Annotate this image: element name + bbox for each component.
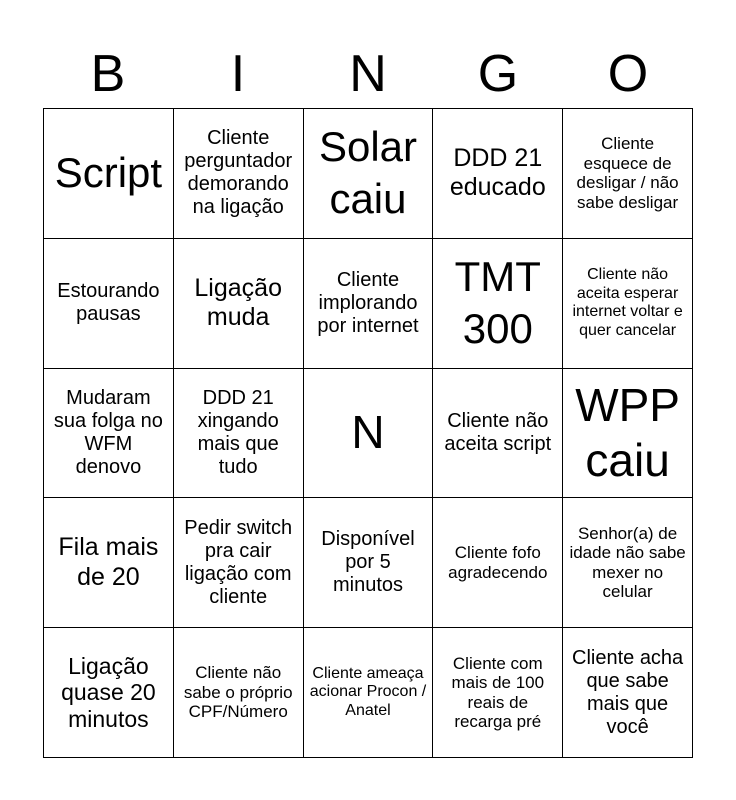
bingo-cell-r0-c4[interactable] — [563, 109, 693, 239]
bingo-cell-r1-c4[interactable] — [563, 239, 693, 369]
bingo-cell-r0-c1[interactable] — [174, 109, 304, 239]
cell-text: Ligação quase 20 minutos — [61, 652, 156, 732]
cell-text: WPP caiu — [575, 378, 680, 486]
cell-text: TMT 300 — [454, 252, 541, 353]
bingo-cell-r4-c1[interactable] — [174, 628, 304, 758]
bingo-header — [43, 40, 693, 108]
bingo-cell-r2-c2-free[interactable] — [304, 369, 434, 499]
header-letter-o: O — [607, 45, 649, 103]
cell-text: Disponível por 5 minutos — [321, 528, 415, 597]
cell-text: DDD 21 xingando mais que tudo — [197, 386, 279, 478]
bingo-cell-r1-c0[interactable] — [44, 239, 174, 369]
bingo-cell-r2-c3[interactable] — [433, 369, 563, 499]
cell-text: Cliente não aceita script — [444, 409, 552, 455]
cell-text: Fila mais de 20 — [58, 533, 159, 591]
bingo-cell-r3-c2[interactable] — [304, 498, 434, 628]
cell-text: Senhor(a) de idade não sabe mexer no celular — [569, 523, 686, 602]
cell-text: Estourando pausas — [57, 280, 160, 326]
cell-text: Mudaram sua folga no WFM denovo — [53, 386, 163, 478]
bingo-cell-r4-c2[interactable] — [304, 628, 434, 758]
bingo-cell-r2-c4[interactable] — [563, 369, 693, 499]
bingo-cell-r4-c0[interactable] — [44, 628, 174, 758]
bingo-cell-r0-c2[interactable] — [304, 109, 434, 239]
bingo-cell-r0-c3[interactable] — [433, 109, 563, 239]
cell-text: DDD 21 educado — [449, 143, 546, 202]
header-letter-b: B — [90, 45, 126, 103]
bingo-cell-r3-c0[interactable] — [44, 498, 174, 628]
cell-text: Pedir switch pra cair ligação com cliente — [184, 516, 293, 608]
bingo-board — [43, 108, 693, 758]
bingo-cell-r4-c3[interactable] — [433, 628, 563, 758]
header-letter-g: G — [477, 45, 519, 103]
bingo-cell-r3-c4[interactable] — [563, 498, 693, 628]
cell-text: Cliente implorando por internet — [317, 268, 419, 337]
cell-text: Cliente acha que sabe mais que você — [572, 646, 684, 738]
cell-text: Cliente perguntador demorando na ligação — [184, 127, 293, 219]
cell-text: Script — [54, 149, 163, 197]
bingo-cell-r2-c0[interactable] — [44, 369, 174, 499]
cell-text: Ligação muda — [194, 273, 282, 332]
cell-text: Cliente esquece de desligar / não sabe desligar — [576, 134, 679, 212]
cell-text: Solar caiu — [318, 122, 418, 223]
bingo-cell-r1-c2[interactable] — [304, 239, 434, 369]
bingo-cell-r1-c1[interactable] — [174, 239, 304, 369]
cell-text: Cliente ameaça acionar Procon / Anatel — [309, 665, 427, 719]
cell-text: Cliente não sabe o próprio CPF/Número — [183, 663, 293, 722]
cell-text: Cliente com mais de 100 reais de recarga pré — [451, 653, 545, 732]
bingo-cell-r0-c0[interactable] — [44, 109, 174, 239]
bingo-cell-r1-c3[interactable] — [433, 239, 563, 369]
bingo-cell-r3-c3[interactable] — [433, 498, 563, 628]
cell-text: Cliente fofo agradecendo — [448, 543, 548, 582]
bingo-cell-r4-c4[interactable] — [563, 628, 693, 758]
cell-text: Cliente não aceita esperar internet voltar e quer cancelar — [572, 266, 683, 339]
bingo-cell-r3-c1[interactable] — [174, 498, 304, 628]
header-letter-n: N — [349, 45, 387, 103]
header-letter-i: I — [230, 45, 246, 103]
bingo-cell-r2-c1[interactable] — [174, 369, 304, 499]
cell-text: N — [351, 406, 385, 459]
